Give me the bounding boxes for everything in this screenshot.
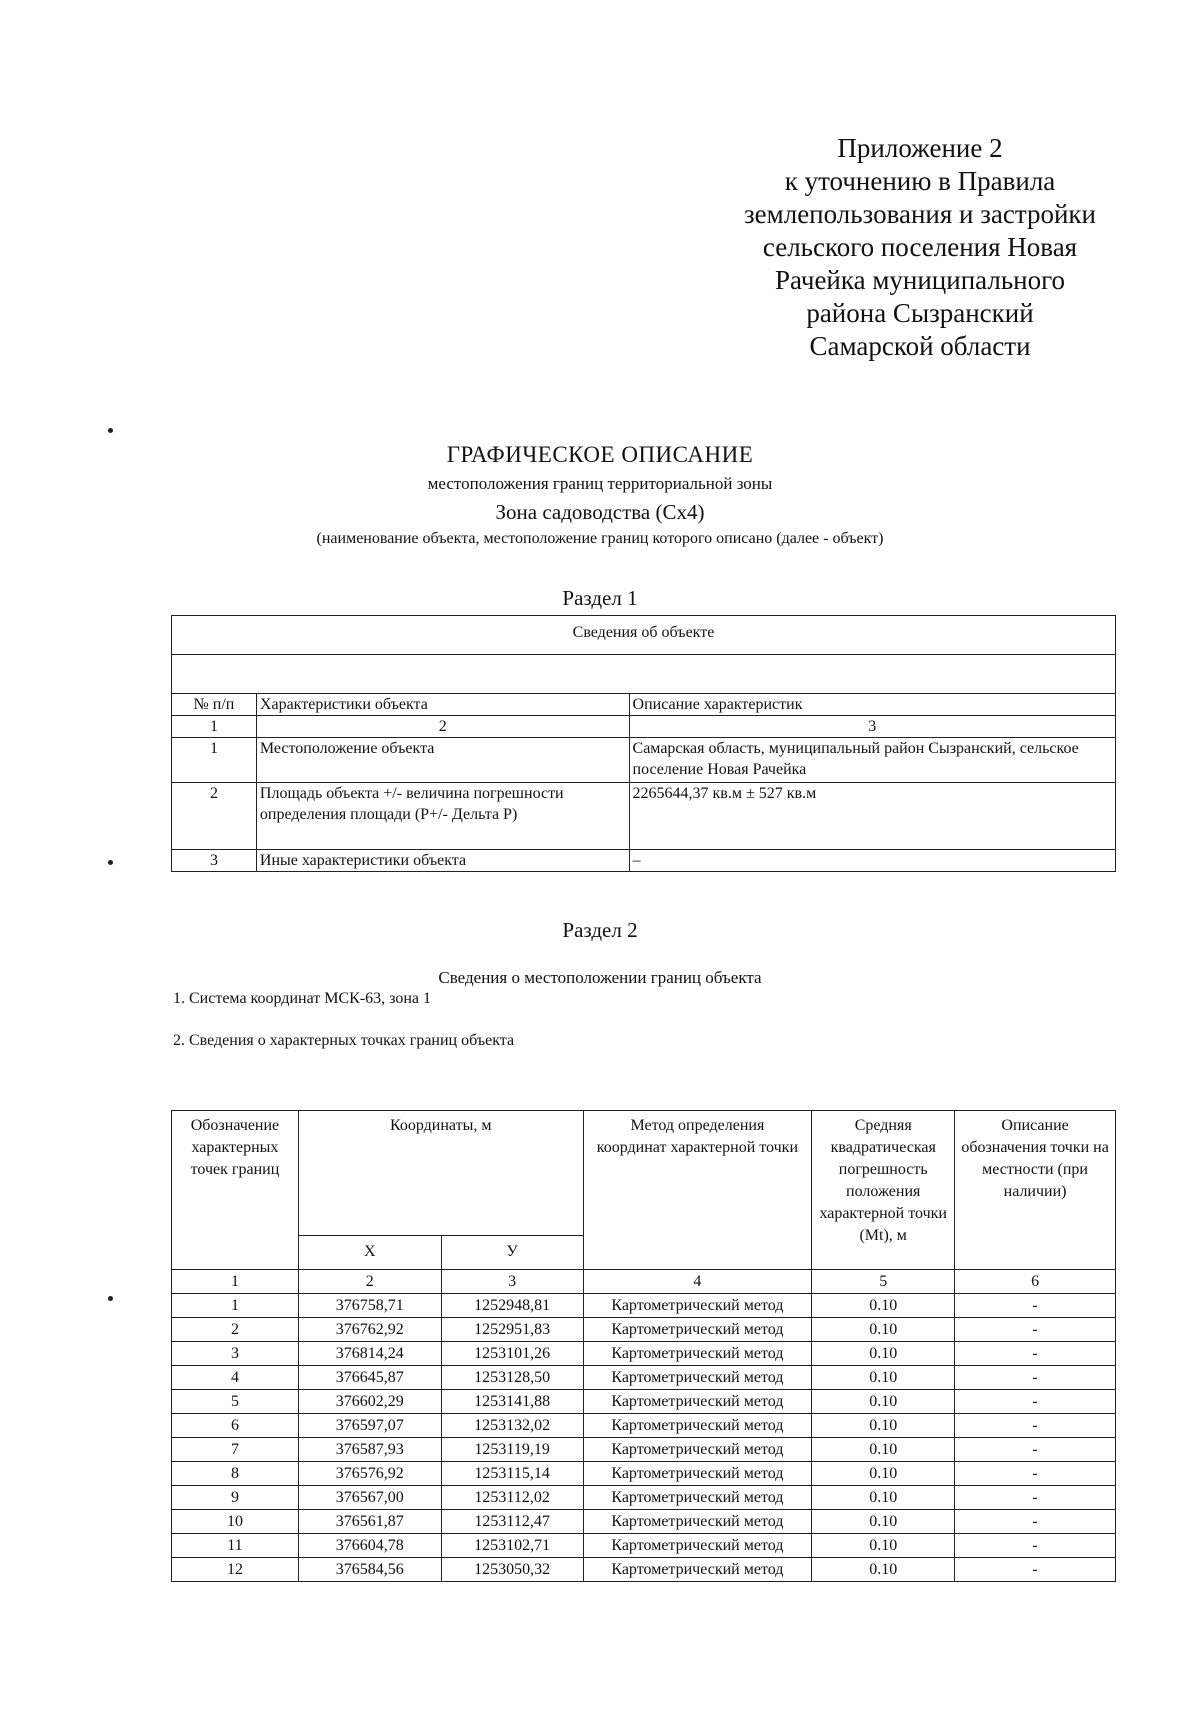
header-y: У (441, 1236, 583, 1270)
column-number-row (172, 1270, 1116, 1294)
description-cell: - (955, 1462, 1116, 1486)
method-cell: Картометрический метод (583, 1510, 812, 1534)
appendix-block (700, 132, 1140, 363)
error-cell: 0.10 (812, 1318, 955, 1342)
column-number: 3 (629, 716, 1115, 738)
column-number: 1 (172, 1270, 299, 1294)
section1-title: Раздел 1 (562, 586, 638, 610)
method-cell: Картометрический метод (583, 1366, 812, 1390)
header-description: Описание обозначения точки на местности (при наличии) (955, 1111, 1116, 1270)
coord-y: 1253128,50 (441, 1366, 583, 1390)
method-cell: Картометрический метод (583, 1462, 812, 1486)
coord-y: 1253141,88 (441, 1390, 583, 1414)
description-cell: - (955, 1342, 1116, 1366)
table-row (172, 1414, 1116, 1438)
method-cell: Картометрический метод (583, 1486, 812, 1510)
coord-y: 1253132,02 (441, 1414, 583, 1438)
document-title: ГРАФИЧЕСКОЕ ОПИСАНИЕ (446, 442, 754, 467)
point-number: 6 (172, 1414, 299, 1438)
table-row (172, 1438, 1116, 1462)
description-cell: - (955, 1366, 1116, 1390)
point-number: 2 (172, 1318, 299, 1342)
error-cell: 0.10 (812, 1342, 955, 1366)
row-number: 2 (172, 783, 257, 850)
point-number: 5 (172, 1390, 299, 1414)
error-cell: 0.10 (812, 1414, 955, 1438)
table-row (172, 850, 1116, 872)
boundary-points-table (171, 1110, 1116, 1582)
zone-name: Зона садоводства (Сх4) (495, 500, 705, 524)
appendix-line: землепользования и застройки (743, 199, 1096, 229)
table-row (172, 1318, 1116, 1342)
column-number: 4 (583, 1270, 812, 1294)
section2-title: Раздел 2 (562, 918, 638, 942)
coord-x: 376645,87 (298, 1366, 441, 1390)
column-number: 6 (955, 1270, 1116, 1294)
point-number: 12 (172, 1558, 299, 1582)
point-number: 7 (172, 1438, 299, 1462)
description-cell: - (955, 1414, 1116, 1438)
coord-y: 1253112,47 (441, 1510, 583, 1534)
method-cell: Картометрический метод (583, 1558, 812, 1582)
method-cell: Картометрический метод (583, 1390, 812, 1414)
coord-x: 376597,07 (298, 1414, 441, 1438)
table-row (172, 1462, 1116, 1486)
method-cell: Картометрический метод (583, 1342, 812, 1366)
appendix-line: сельского поселения Новая (762, 232, 1078, 262)
point-number: 9 (172, 1486, 299, 1510)
point-number: 10 (172, 1510, 299, 1534)
characteristic-desc: 2265644,37 кв.м ± 527 кв.м (629, 783, 1115, 850)
coord-y: 1252948,81 (441, 1294, 583, 1318)
coord-x: 376567,00 (298, 1486, 441, 1510)
characteristic-name: Площадь объекта +/- величина погрешности определения площади (Р+/- Дельта Р) (256, 783, 629, 850)
coord-y: 1253115,14 (441, 1462, 583, 1486)
point-number: 1 (172, 1294, 299, 1318)
method-cell: Картометрический метод (583, 1318, 812, 1342)
column-header: № п/п (172, 694, 257, 716)
coord-x: 376561,87 (298, 1510, 441, 1534)
coord-x: 376762,92 (298, 1318, 441, 1342)
column-number: 1 (172, 716, 257, 738)
error-cell: 0.10 (812, 1390, 955, 1414)
method-cell: Картометрический метод (583, 1414, 812, 1438)
header-x: X (298, 1236, 441, 1270)
appendix-line: к уточнению в Правила (784, 166, 1056, 196)
header-points: Обозначение характерных точек границ (172, 1111, 299, 1270)
coord-x: 376758,71 (298, 1294, 441, 1318)
row-number: 1 (172, 738, 257, 783)
description-cell: - (955, 1558, 1116, 1582)
table-row (172, 1342, 1116, 1366)
coord-y: 1253112,02 (441, 1486, 583, 1510)
points-heading: 2. Сведения о характерных точках границ объекта (173, 1032, 515, 1049)
empty-row (172, 655, 1116, 694)
table-row (172, 1486, 1116, 1510)
table-title: Сведения об объекте (172, 616, 1116, 655)
table-row (172, 783, 1116, 850)
column-number: 5 (812, 1270, 955, 1294)
appendix-line: Самарской области (809, 331, 1031, 361)
error-cell: 0.10 (812, 1366, 955, 1390)
column-number: 2 (298, 1270, 441, 1294)
section2-subtitle: Сведения о местоположении границ объекта (438, 968, 762, 987)
error-cell: 0.10 (812, 1462, 955, 1486)
point-number: 8 (172, 1462, 299, 1486)
characteristic-desc: Самарская область, муниципальный район Сызранский, сельское поселение Новая Рачейка (629, 738, 1115, 783)
column-header: Характеристики объекта (256, 694, 629, 716)
coordinate-system: 1. Система координат МСК-63, зона 1 (173, 990, 432, 1007)
row-number: 3 (172, 850, 257, 872)
characteristic-name: Иные характеристики объекта (256, 850, 629, 872)
scan-dot (108, 428, 113, 433)
appendix-line: района Сызранский (806, 298, 1034, 328)
appendix-line: Приложение 2 (837, 133, 1003, 163)
coord-y: 1253119,19 (441, 1438, 583, 1462)
error-cell: 0.10 (812, 1558, 955, 1582)
description-cell: - (955, 1294, 1116, 1318)
coord-x: 376584,56 (298, 1558, 441, 1582)
table-row (172, 1390, 1116, 1414)
table-row (172, 1558, 1116, 1582)
characteristic-name: Местоположение объекта (256, 738, 629, 783)
point-number: 11 (172, 1534, 299, 1558)
coord-x: 376576,92 (298, 1462, 441, 1486)
description-cell: - (955, 1390, 1116, 1414)
point-number: 4 (172, 1366, 299, 1390)
error-cell: 0.10 (812, 1486, 955, 1510)
coord-x: 376602,29 (298, 1390, 441, 1414)
error-cell: 0.10 (812, 1438, 955, 1462)
table-row (172, 1534, 1116, 1558)
error-cell: 0.10 (812, 1510, 955, 1534)
coord-x: 376587,93 (298, 1438, 441, 1462)
coord-y: 1253101,26 (441, 1342, 583, 1366)
header-error: Средняя квадратическая погрешность положения характерной точки (Мt), м (812, 1111, 955, 1270)
object-note: (наименование объекта, местоположение границ которого описано (далее - объект) (316, 530, 884, 547)
description-cell: - (955, 1318, 1116, 1342)
table-row (172, 738, 1116, 783)
coord-y: 1253050,32 (441, 1558, 583, 1582)
coord-y: 1253102,71 (441, 1534, 583, 1558)
scan-dot (108, 860, 113, 865)
scan-dot (108, 1296, 113, 1301)
table-row (172, 1294, 1116, 1318)
column-header: Описание характеристик (629, 694, 1115, 716)
table-row (172, 1366, 1116, 1390)
description-cell: - (955, 1534, 1116, 1558)
description-cell: - (955, 1486, 1116, 1510)
coord-x: 376604,78 (298, 1534, 441, 1558)
method-cell: Картометрический метод (583, 1438, 812, 1462)
characteristic-desc: – (629, 850, 1115, 872)
description-cell: - (955, 1438, 1116, 1462)
column-number: 3 (441, 1270, 583, 1294)
appendix-line: Рачейка муниципального (774, 265, 1066, 295)
error-cell: 0.10 (812, 1534, 955, 1558)
column-number: 2 (256, 716, 629, 738)
document-subtitle: местоположения границ территориальной зоны (427, 474, 773, 493)
table-row (172, 1510, 1116, 1534)
point-number: 3 (172, 1342, 299, 1366)
coord-y: 1252951,83 (441, 1318, 583, 1342)
description-cell: - (955, 1510, 1116, 1534)
coord-x: 376814,24 (298, 1342, 441, 1366)
method-cell: Картометрический метод (583, 1534, 812, 1558)
object-info-table (171, 615, 1116, 872)
error-cell: 0.10 (812, 1294, 955, 1318)
header-method: Метод определения координат характерной точки (583, 1111, 812, 1270)
method-cell: Картометрический метод (583, 1294, 812, 1318)
header-coordinates: Координаты, м (298, 1111, 583, 1236)
